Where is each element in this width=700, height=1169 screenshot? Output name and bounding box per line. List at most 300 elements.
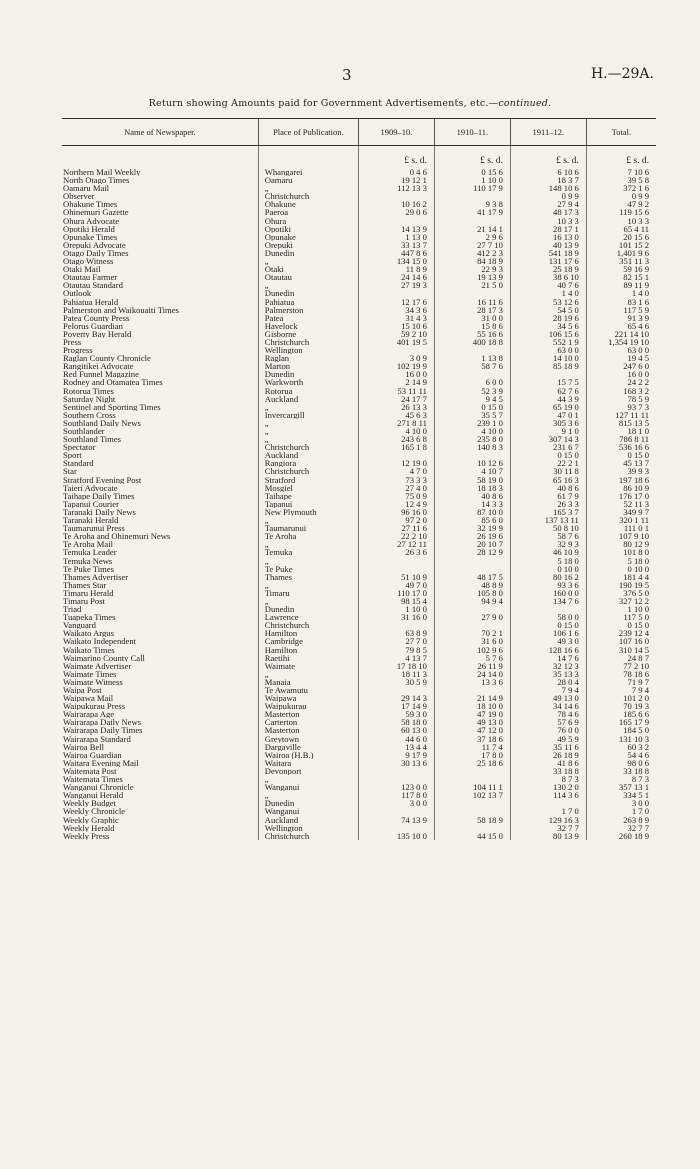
amount-total: 185 6 6 <box>586 710 656 718</box>
table-row <box>62 662 656 670</box>
place-of-publication: Taihape <box>258 492 358 500</box>
table-row <box>62 249 656 257</box>
amount-1911-12: 38 6 10 <box>510 273 586 281</box>
amount-1910-11: 6 0 0 <box>434 378 510 386</box>
amount-1911-12: 58 7 6 <box>510 532 586 540</box>
place-of-publication: „ <box>258 581 358 589</box>
amount-1911-12: 32 12 3 <box>510 662 586 670</box>
place-of-publication: Taumarunui <box>258 524 358 532</box>
amount-1909-10 <box>358 621 434 629</box>
newspaper-name: Waitemata Times <box>63 775 123 784</box>
amount-1909-10: 27 4 0 <box>358 484 434 492</box>
amount-1909-10: 12 17 6 <box>358 298 434 306</box>
place-of-publication: New Plymouth <box>258 508 358 516</box>
amount-1910-11: 0 15 0 <box>434 403 510 411</box>
amount-total: 372 1 6 <box>586 184 656 192</box>
amount-total: 176 17 0 <box>586 492 656 500</box>
amount-total: 0 10 0 <box>586 565 656 573</box>
place-of-publication: Patea <box>258 314 358 322</box>
amount-1911-12: 16 13 0 <box>510 233 586 241</box>
amount-total: 117 5 0 <box>586 613 656 621</box>
table-row <box>62 743 656 751</box>
caption-continued: continued. <box>498 98 552 109</box>
newspaper-name: Standard <box>63 459 94 468</box>
table-row <box>62 581 656 589</box>
table-row <box>62 492 656 500</box>
place-of-publication: Gisborne <box>258 330 358 338</box>
place-of-publication: Rangiora <box>258 459 358 467</box>
amount-1910-11: 1 13 8 <box>434 354 510 362</box>
newspaper-name: Triad <box>63 605 82 614</box>
units-cell: £ s. d. <box>434 146 510 169</box>
amount-1911-12: 78 4 6 <box>510 710 586 718</box>
table-row <box>62 208 656 216</box>
newspaper-name: Ohura Advocate <box>63 216 120 225</box>
table-row <box>62 330 656 338</box>
newspaper-name: Waitara Evening Mail <box>63 758 139 767</box>
amount-total: 3 0 0 <box>586 799 656 807</box>
place-of-publication: Marton <box>258 362 358 370</box>
amount-1909-10: 45 6 3 <box>358 411 434 419</box>
amount-1909-10: 17 18 10 <box>358 662 434 670</box>
amount-1911-12: 0 9 9 <box>510 192 586 200</box>
newspaper-name: Temuka News <box>63 556 113 565</box>
table-row <box>62 427 656 435</box>
amount-total: 0 9 9 <box>586 192 656 200</box>
amount-1911-12 <box>510 799 586 807</box>
newspaper-name: Raglan County Chronicle <box>63 354 151 363</box>
place-of-publication: Rotorua <box>258 387 358 395</box>
newspaper-name: Ohinemuri Gazette <box>63 208 129 217</box>
table-row <box>62 589 656 597</box>
amount-1911-12: 35 11 6 <box>510 743 586 751</box>
amount-1909-10: 26 13 3 <box>358 403 434 411</box>
amount-1910-11: 84 18 9 <box>434 257 510 265</box>
table-row <box>62 637 656 645</box>
table-row <box>62 370 656 378</box>
amount-1911-12: 6 10 6 <box>510 168 586 176</box>
place-of-publication: Christchurch <box>258 832 358 840</box>
amount-total: 197 18 6 <box>586 476 656 484</box>
amount-1911-12: 541 18 9 <box>510 249 586 257</box>
table-row <box>62 225 656 233</box>
amount-1909-10: 49 7 0 <box>358 581 434 589</box>
newspaper-name: Saturday Night <box>63 394 116 403</box>
table-row <box>62 192 656 200</box>
amount-1911-12: 50 8 10 <box>510 524 586 532</box>
table-row <box>62 613 656 621</box>
amount-total: 80 12 9 <box>586 540 656 548</box>
amount-1909-10: 33 13 7 <box>358 241 434 249</box>
amount-total: 310 14 5 <box>586 646 656 654</box>
amount-1909-10: 3 0 9 <box>358 354 434 362</box>
amount-1910-11: 47 12 0 <box>434 726 510 734</box>
col-1910-11: 1910–11. <box>434 119 510 146</box>
newspaper-name: Outlook <box>63 289 92 298</box>
amount-1909-10: 30 5 9 <box>358 678 434 686</box>
newspaper-name: Pahiatua Herald <box>63 297 119 306</box>
amount-total: 127 11 11 <box>586 411 656 419</box>
amount-1910-11: 37 18 6 <box>434 735 510 743</box>
amount-1910-11 <box>434 686 510 694</box>
amount-1910-11 <box>434 557 510 565</box>
amount-total: 334 5 1 <box>586 791 656 799</box>
amount-1911-12: 137 13 11 <box>510 516 586 524</box>
table-row <box>62 459 656 467</box>
amount-1909-10: 17 14 9 <box>358 702 434 710</box>
amount-1911-12: 33 18 8 <box>510 767 586 775</box>
amount-1910-11: 27 9 0 <box>434 613 510 621</box>
amount-total: 1,401 9 6 <box>586 249 656 257</box>
table-row <box>62 783 656 791</box>
amount-total: 1 10 0 <box>586 605 656 613</box>
newspaper-name: Waimate Advertiser <box>63 661 132 670</box>
table-row <box>62 710 656 718</box>
amount-1910-11: 47 19 0 <box>434 710 510 718</box>
table-row <box>62 281 656 289</box>
amount-1909-10 <box>358 557 434 565</box>
amount-1910-11 <box>434 775 510 783</box>
place-of-publication: „ <box>258 557 358 565</box>
table-row <box>62 791 656 799</box>
place-of-publication: Devonport <box>258 767 358 775</box>
amount-1911-12: 34 5 6 <box>510 322 586 330</box>
table-row <box>62 200 656 208</box>
place-of-publication: Stratford <box>258 476 358 484</box>
place-of-publication: Oamaru <box>258 176 358 184</box>
amount-1911-12: 106 1 6 <box>510 629 586 637</box>
amount-1911-12: 40 7 6 <box>510 281 586 289</box>
amount-1910-11: 17 8 0 <box>434 751 510 759</box>
amount-1909-10: 4 10 0 <box>358 427 434 435</box>
amount-1911-12: 106 15 6 <box>510 330 586 338</box>
amount-1909-10 <box>358 192 434 200</box>
table-row <box>62 767 656 775</box>
place-of-publication: Pahiatua <box>258 298 358 306</box>
amount-total: 70 19 3 <box>586 702 656 710</box>
newspaper-name: Sport <box>63 451 82 460</box>
amount-total: 16 0 0 <box>586 370 656 378</box>
amount-1910-11 <box>434 605 510 613</box>
place-of-publication: Raetihi <box>258 654 358 662</box>
amount-total: 71 9 7 <box>586 678 656 686</box>
place-of-publication: „ <box>258 427 358 435</box>
amount-total: 10 3 3 <box>586 217 656 225</box>
place-of-publication: Thames <box>258 573 358 581</box>
amount-1909-10: 26 3 6 <box>358 548 434 556</box>
amount-1910-11: 102 9 6 <box>434 646 510 654</box>
amount-1909-10: 9 17 9 <box>358 751 434 759</box>
amount-1909-10: 31 4 3 <box>358 314 434 322</box>
amount-1910-11 <box>434 370 510 378</box>
amount-total: 77 2 10 <box>586 662 656 670</box>
amount-1911-12: 49 13 0 <box>510 694 586 702</box>
amount-1909-10: 243 6 8 <box>358 435 434 443</box>
amount-total: 65 4 6 <box>586 322 656 330</box>
amount-1910-11: 0 15 6 <box>434 168 510 176</box>
amount-1909-10 <box>358 217 434 225</box>
newspaper-name: Timaru Post <box>63 596 105 606</box>
amount-1909-10: 10 16 2 <box>358 200 434 208</box>
place-of-publication: Lawrence <box>258 613 358 621</box>
amount-1909-10: 58 18 0 <box>358 718 434 726</box>
table-row <box>62 265 656 273</box>
place-of-publication: Orepuki <box>258 241 358 249</box>
newspaper-name: Southlander <box>63 427 105 436</box>
amount-1911-12: 305 3 6 <box>510 419 586 427</box>
amount-1909-10: 12 19 0 <box>358 459 434 467</box>
newspaper-name: Timaru Herald <box>63 588 114 597</box>
amount-1909-10: 59 2 10 <box>358 330 434 338</box>
amount-1911-12: 128 16 6 <box>510 646 586 654</box>
amount-1910-11: 31 6 0 <box>434 637 510 645</box>
amount-1910-11: 48 8 9 <box>434 581 510 589</box>
amount-1910-11: 26 11 9 <box>434 662 510 670</box>
amount-1910-11: 35 5 7 <box>434 411 510 419</box>
newspaper-name: Wairarapa Daily News <box>63 718 142 727</box>
amount-total: 815 13 5 <box>586 419 656 427</box>
table-row <box>62 646 656 654</box>
amount-1911-12: 41 8 6 <box>510 759 586 767</box>
amount-1911-12: 231 6 7 <box>510 443 586 451</box>
place-of-publication: Wairoa (H.B.) <box>258 751 358 759</box>
newspaper-name: Rotorua Times <box>63 386 114 395</box>
table-row <box>62 508 656 516</box>
amount-1910-11: 24 14 0 <box>434 670 510 678</box>
place-of-publication: Wanganui <box>258 783 358 791</box>
table-row <box>62 217 656 225</box>
amount-1909-10: 117 8 0 <box>358 791 434 799</box>
amount-1911-12: 49 5 9 <box>510 735 586 743</box>
amount-total: 101 2 0 <box>586 694 656 702</box>
newspaper-name: Palmerston and Waikouaiti Times <box>63 305 179 314</box>
newspaper-name: Rodney and Otamatea Times <box>63 378 163 387</box>
units-row <box>62 146 656 169</box>
amount-1910-11: 94 9 4 <box>434 597 510 605</box>
place-of-publication: „ <box>258 403 358 411</box>
amount-total: 83 1 6 <box>586 298 656 306</box>
place-of-publication: Ohura <box>258 217 358 225</box>
amount-1910-11 <box>434 621 510 629</box>
table-row <box>62 484 656 492</box>
amount-1910-11: 4 10 0 <box>434 427 510 435</box>
col-1909-10: 1909–10. <box>358 119 434 146</box>
place-of-publication: „ <box>258 516 358 524</box>
newspaper-name: Rangitikei Advocate <box>63 362 134 371</box>
place-of-publication: „ <box>258 775 358 783</box>
amount-1909-10: 401 19 5 <box>358 338 434 346</box>
table-row <box>62 168 656 176</box>
amount-1909-10: 14 13 9 <box>358 225 434 233</box>
table-row <box>62 524 656 532</box>
units-blank <box>258 146 358 169</box>
newspaper-name: Orepuki Advocate <box>63 240 126 249</box>
amount-total: 18 1 0 <box>586 427 656 435</box>
table-row <box>62 289 656 297</box>
amount-1909-10: 271 8 11 <box>358 419 434 427</box>
newspaper-name: Weekly Press <box>63 831 110 840</box>
place-of-publication: Te Awamutu <box>258 686 358 694</box>
place-of-publication: Wellington <box>258 824 358 832</box>
table-row <box>62 419 656 427</box>
amount-1911-12 <box>510 605 586 613</box>
amount-1909-10: 1 13 0 <box>358 233 434 241</box>
amount-1910-11: 9 4 5 <box>434 395 510 403</box>
amount-1911-12: 65 19 0 <box>510 403 586 411</box>
newspaper-name: Waipa Post <box>63 686 102 695</box>
table-row <box>62 718 656 726</box>
amount-1911-12: 35 13 3 <box>510 670 586 678</box>
place-of-publication: Waimate <box>258 662 358 670</box>
table-row <box>62 476 656 484</box>
amount-1910-11: 70 2 1 <box>434 629 510 637</box>
place-of-publication: „ <box>258 791 358 799</box>
amount-1911-12: 134 7 6 <box>510 597 586 605</box>
amount-total: 93 7 3 <box>586 403 656 411</box>
table-row <box>62 395 656 403</box>
amount-1910-11: 28 12 9 <box>434 548 510 556</box>
amount-total: 20 15 6 <box>586 233 656 241</box>
amount-total: 52 11 3 <box>586 500 656 508</box>
amount-1909-10: 97 2 0 <box>358 516 434 524</box>
table-row <box>62 184 656 192</box>
place-of-publication: „ <box>258 540 358 548</box>
amount-total: 190 19 5 <box>586 581 656 589</box>
amount-1911-12: 28 19 6 <box>510 314 586 322</box>
place-of-publication: Hamilton <box>258 629 358 637</box>
amount-total: 65 4 11 <box>586 225 656 233</box>
amount-1911-12: 552 1 9 <box>510 338 586 346</box>
amount-1910-11: 13 3 6 <box>434 678 510 686</box>
newspaper-name: Tapanui Courier <box>63 499 119 508</box>
amount-1909-10: 75 0 9 <box>358 492 434 500</box>
col-1911-12: 1911–12. <box>510 119 586 146</box>
amount-1911-12: 48 17 3 <box>510 208 586 216</box>
newspaper-name: Weekly Graphic <box>63 815 119 824</box>
place-of-publication: Hamilton <box>258 646 358 654</box>
table-row <box>62 799 656 807</box>
amount-1910-11: 28 17 3 <box>434 306 510 314</box>
table-row <box>62 322 656 330</box>
table-row <box>62 670 656 678</box>
newspaper-name: Southland Daily News <box>63 418 141 427</box>
table-row <box>62 686 656 694</box>
units-cell: £ s. d. <box>586 146 656 169</box>
amount-total: 98 0 6 <box>586 759 656 767</box>
amount-1909-10: 98 15 4 <box>358 597 434 605</box>
amount-1911-12: 1 7 0 <box>510 807 586 815</box>
newspaper-name: Waipukurau Press <box>63 702 126 711</box>
table-row <box>62 565 656 573</box>
table-row <box>62 654 656 662</box>
amount-total: 24 8 7 <box>586 654 656 662</box>
amount-1909-10: 29 0 6 <box>358 208 434 216</box>
place-of-publication: Cambridge <box>258 637 358 645</box>
amount-1911-12: 0 15 0 <box>510 621 586 629</box>
amount-total: 181 4 4 <box>586 573 656 581</box>
amount-1911-12: 10 3 3 <box>510 217 586 225</box>
newspaper-name: Taranaki Daily News <box>63 507 136 517</box>
col-newspaper: Name of Newspaper. <box>62 119 258 146</box>
table-row <box>62 354 656 362</box>
table-row <box>62 702 656 710</box>
place-of-publication: Waipukurau <box>258 702 358 710</box>
newspaper-name: Pelorus Guardian <box>63 321 123 330</box>
newspaper-name: Opunake Times <box>63 232 118 241</box>
amount-total: 39 9 3 <box>586 467 656 475</box>
amount-1910-11 <box>434 807 510 815</box>
newspaper-name: Sentinel and Sporting Times <box>63 402 161 411</box>
table-row <box>62 500 656 508</box>
amount-1911-12: 307 14 3 <box>510 435 586 443</box>
amount-1910-11: 85 6 0 <box>434 516 510 524</box>
newspaper-name: Waipawa Mail <box>63 694 114 703</box>
amount-1910-11: 21 14 1 <box>434 225 510 233</box>
amount-1909-10: 31 16 0 <box>358 613 434 621</box>
place-of-publication: Christchurch <box>258 467 358 475</box>
col-place: Place of Publication. <box>258 119 358 146</box>
place-of-publication: Invercargill <box>258 411 358 419</box>
newspaper-name: Progress <box>63 346 93 355</box>
amount-total: 5 18 0 <box>586 557 656 565</box>
amount-1909-10: 27 19 3 <box>358 281 434 289</box>
amount-1911-12: 14 10 0 <box>510 354 586 362</box>
newspaper-name: Star <box>63 467 77 476</box>
place-of-publication: Te Puke <box>258 565 358 573</box>
amount-1911-12: 14 7 6 <box>510 654 586 662</box>
amount-1911-12: 131 17 6 <box>510 257 586 265</box>
amount-total: 263 8 9 <box>586 816 656 824</box>
amount-1909-10: 16 0 0 <box>358 370 434 378</box>
amount-total: 39 5 8 <box>586 176 656 184</box>
place-of-publication: Auckland <box>258 451 358 459</box>
amount-1911-12: 46 10 9 <box>510 548 586 556</box>
amount-total: 111 0 1 <box>586 524 656 532</box>
table-row <box>62 775 656 783</box>
newspaper-name: Southern Cross <box>63 410 116 419</box>
amount-1909-10: 123 0 0 <box>358 783 434 791</box>
table-row <box>62 532 656 540</box>
newspaper-name: Ohakune Times <box>63 200 118 209</box>
place-of-publication: Palmerston <box>258 306 358 314</box>
table-row <box>62 411 656 419</box>
amount-1909-10: 51 10 9 <box>358 573 434 581</box>
amount-1910-11 <box>434 289 510 297</box>
table-row <box>62 176 656 184</box>
amount-1911-12: 63 0 0 <box>510 346 586 354</box>
amount-1909-10: 11 8 9 <box>358 265 434 273</box>
amount-1911-12: 18 3 7 <box>510 176 586 184</box>
amount-1911-12: 148 10 6 <box>510 184 586 192</box>
table-row <box>62 435 656 443</box>
place-of-publication: Waitara <box>258 759 358 767</box>
table-row <box>62 807 656 815</box>
amount-total: 131 10 3 <box>586 735 656 743</box>
amount-1909-10: 73 3 3 <box>358 476 434 484</box>
amount-1910-11 <box>434 451 510 459</box>
amount-1909-10: 27 12 11 <box>358 540 434 548</box>
amount-1909-10 <box>358 807 434 815</box>
place-of-publication: Christchurch <box>258 192 358 200</box>
amount-1910-11: 58 18 9 <box>434 816 510 824</box>
table-row <box>62 451 656 459</box>
amount-total: 47 9 2 <box>586 200 656 208</box>
amount-1911-12: 26 18 9 <box>510 751 586 759</box>
amount-1911-12: 47 0 1 <box>510 411 586 419</box>
amount-1909-10 <box>358 686 434 694</box>
amount-1909-10: 102 19 9 <box>358 362 434 370</box>
amount-total: 327 12 2 <box>586 597 656 605</box>
